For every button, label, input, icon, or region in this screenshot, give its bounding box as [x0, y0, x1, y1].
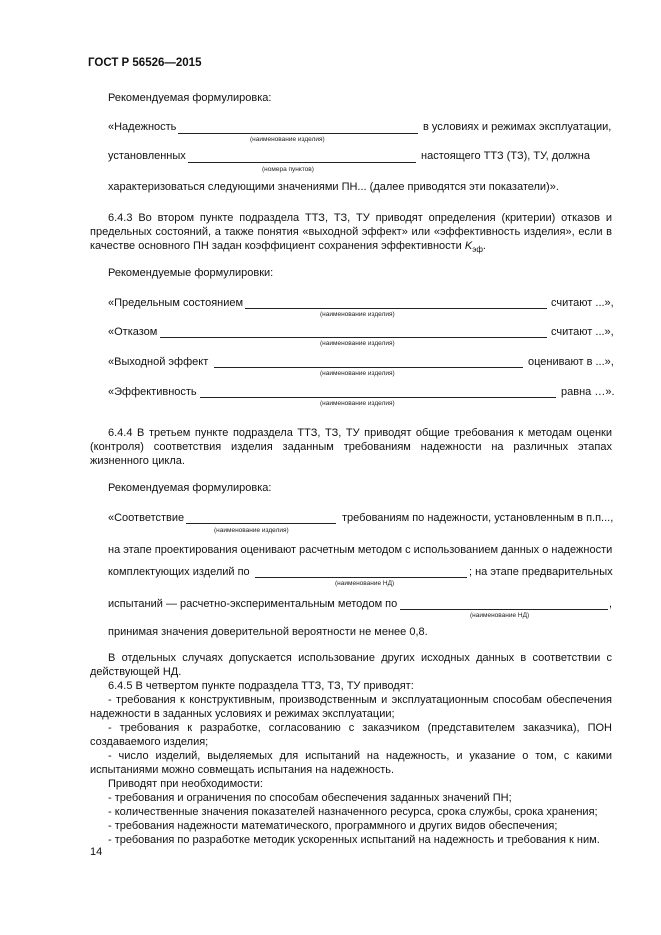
paragraph-6-4-5-lead: 6.4.5 В четвертом пункте подраздела ТТЗ, ТЗ, ТУ приводят:	[108, 680, 414, 692]
reliability-row-prefix: «Надежность	[108, 121, 177, 133]
compliance-prefix: «Соответствие	[108, 512, 185, 524]
output-effect-suffix: оценивают в ...»,	[528, 356, 614, 368]
components-prefix: комплектующих изделий по	[108, 566, 250, 578]
failure-suffix: считают ...»,	[551, 326, 614, 338]
optional-lead: Приводят при необходимости:	[108, 778, 263, 790]
efficiency-suffix: равна …».	[561, 386, 615, 398]
recommended-wording-label: Рекомендуемая формулировка:	[108, 92, 272, 104]
blank-line	[245, 308, 547, 309]
caption-product-name: (наименование изделия)	[320, 400, 395, 407]
list-item: - требования к разработке, согласованию с заказчиком (представителем заказчика), ПОН создаваемого изделия;	[90, 722, 612, 748]
tests-suffix: ,	[609, 598, 613, 610]
caption-product-name: (наименование изделия)	[320, 370, 395, 377]
established-row-suffix: настоящего ТТЗ (ТЗ), ТУ, должна	[421, 150, 590, 162]
tests-prefix: испытаний — расчетно-экспериментальным методом по	[108, 598, 398, 610]
symbol-k: K	[464, 240, 473, 252]
list-item: - требования по разработке методик ускоренных испытаний на надежность и требования к ним.	[108, 834, 600, 846]
list-item: - требования и ограничения по способам обеспечения заданных значений ПН;	[108, 792, 512, 804]
list-item: - количественные значения показателей назначенного ресурса, срока службы, срока хранения;	[108, 806, 598, 818]
caption-product-name: (наименование изделия)	[320, 311, 395, 318]
symbol-k-subscript: эф	[472, 245, 483, 255]
limit-state-suffix: считают ...»,	[551, 297, 614, 309]
caption-nd-name: (наименование НД)	[470, 612, 530, 619]
blank-line	[200, 397, 556, 398]
efficiency-prefix: «Эффективность	[108, 386, 197, 398]
failure-prefix: «Отказом	[108, 326, 158, 338]
period: .	[482, 240, 486, 252]
paragraph-6-4-3-text: 6.4.3 Во втором пункте подраздела ТТЗ, ТЗ, ТУ приводят определения (критерии) отказов и предельных состояний, а также понятия «выходной эффект» или «эффективность изделия», если в качестве основного ПН задан коэффициент сохранения эффективности	[90, 212, 612, 252]
caption-product-name: (наименование изделия)	[320, 340, 395, 347]
paragraph-6-4-4: 6.4.4 В третьем пункте подраздела ТТЗ, ТЗ, ТУ приводят общие требования к методам оценки (контроля) соответствия изделия заданным требованиям надежности на различных этапах жизненного цикла.	[90, 427, 612, 467]
compliance-suffix: требованиям по надежности, установленным в п.п...,	[342, 512, 614, 524]
recommended-wording-label-2: Рекомендуемая формулировка:	[108, 482, 272, 494]
components-suffix: ; на этапе предварительных	[469, 566, 613, 578]
caption-product-name: (наименование изделия)	[250, 136, 325, 143]
blank-line	[186, 523, 336, 524]
list-item: - требования надежности математического, программного и других видов обеспечения;	[108, 820, 558, 832]
caption-nd-name: (наименование НД)	[335, 580, 395, 587]
blank-line	[160, 337, 547, 338]
design-stage-row: на этапе проектирования оценивают расчетным методом с использованием данных о надежности	[108, 544, 613, 556]
caption-item-numbers: (номера пунктов)	[262, 166, 314, 173]
blank-line	[400, 609, 608, 610]
blank-line	[214, 367, 523, 368]
blank-line	[178, 133, 418, 134]
limit-state-prefix: «Предельным состоянием	[108, 297, 244, 309]
list-item: - число изделий, выделяемых для испытаний на надежность, и указание о том, с какими испытаниями можно совмещать испытания на надежность.	[90, 750, 612, 776]
paragraph-special-cases: В отдельных случаях допускается использование других исходных данных в соответствии с действующей НД.	[90, 652, 612, 678]
blank-line	[188, 162, 416, 163]
confidence-row: принимая значения доверительной вероятности не менее 0,8.	[108, 626, 428, 638]
paragraph-6-4-3	[90, 211, 612, 257]
reliability-row-suffix: в условиях и режимах эксплуатации,	[423, 121, 612, 133]
output-effect-prefix: «Выходной эффект	[108, 356, 209, 368]
recommended-wordings-label: Рекомендуемые формулировки:	[108, 267, 274, 279]
blank-line	[255, 577, 467, 578]
established-row-prefix: установленных	[108, 150, 186, 162]
list-item: - требования к конструктивным, производственным и эксплуатационным способам обеспечения надежности в заданных условиях и режимах эксплуатации;	[90, 694, 612, 720]
page-number: 14	[90, 846, 103, 858]
characterize-row: характеризоваться следующими значениями ПН... (далее приводятся эти показатели)».	[108, 181, 559, 193]
document-header: ГОСТ Р 56526—2015	[88, 57, 202, 69]
caption-product-name: (наименование изделия)	[214, 527, 289, 534]
